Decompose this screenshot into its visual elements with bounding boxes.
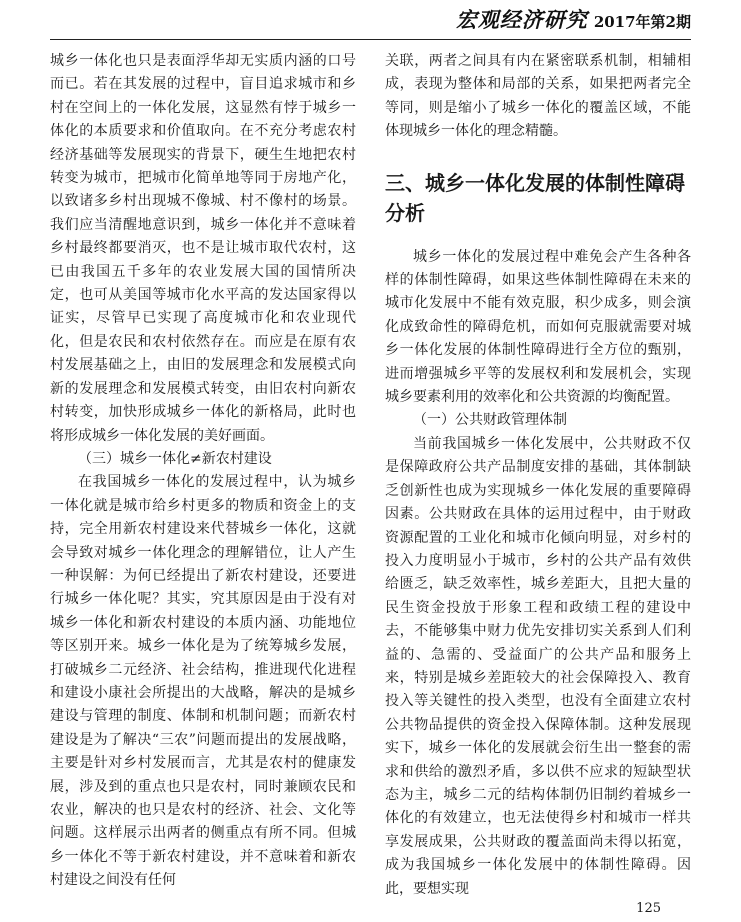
page-number: 125 — [636, 901, 661, 916]
body-paragraph: 关联，两者之间具有内在紧密联系机制，相辅相成，表现为整体和局部的关系，如果把两者完全等同，则是缩小了城乡一体化的覆盖区域，不能体现城乡一体化的理念精髓。 — [385, 53, 691, 140]
header-rule — [50, 39, 691, 40]
journal-name: 宏观经济研究 — [455, 7, 588, 32]
right-column — [385, 50, 691, 901]
body-paragraph: 当前我国城乡一体化发展中，公共财政不仅是保障政府公共产品制度安排的基础，其体制缺乏创新性也成为实现城乡一体化发展的重要障碍因素。公共财政在具体的运用过程中，由于财政资源配置的工业化和城市化倾向明显，对乡村的投入力度明显小于城市，乡村的公共产品有效供给匮乏，缺乏效率性，城乡差距大，且把大量的民生资金投放于形象工程和政绩工程的建设中去，不能够集中财力优先安排切实关系到人们利益的、急需的、受益面广的公共产品和服务上来，特别是城乡差距较大的社会保障投入、教育投入等关键性的投入类型，也没有全面建立农村公共物品提供的资金投入保障体制。这种发展现实下，城乡一体化的发展就会衍生出一整套的需求和供给的激烈矛盾，多以供不应求的短缺型状态为主，城乡二元的结构体制仍旧制约着城乡一体化的有效建立，也无法使得乡村和城市一样共享发展成果，公共财政的覆盖面尚未得以拓宽，成为我国城乡一体化发展中的体制性障碍。因此，要想实现 — [385, 435, 691, 897]
body-paragraph: 城乡一体化的发展过程中难免会产生各种各样的体制性障碍，如果这些体制性障碍在未来的城市化发展中不能有效克服，积少成多，则会演化成致命性的障碍危机，而如何克服就需要对城乡一体化发展的体制性障碍进行全方位的甄别，进而增强城乡平等的发展权利和发展机会，实现城乡要素利用的效率化和公共资源的均衡配置。 — [385, 248, 691, 406]
left-column — [50, 50, 356, 893]
section-title: 三、城乡一体化发展的体制性障碍分析 — [385, 170, 685, 225]
subsection-heading: （三）城乡一体化≠新农村建设 — [78, 450, 272, 467]
subsection-heading: （一）公共财政管理体制 — [413, 412, 567, 429]
body-paragraph: 在我国城乡一体化的发展过程中，认为城乡一体化就是城市给乡村更多的物质和资金上的支持，完全用新农村建设来代替城乡一体化，这就会导致对城乡一体化理念的理解错位，让人产生一种误解：为何已经提出了新农村建设，还要进行城乡一体化呢？其实，究其原因是由于没有对城乡一体化和新农村建设的本质内涵、功能地位等区别开来。城乡一体化是为了统筹城乡发展，打破城乡二元经济、社会结构，推进现代化进程和建设小康社会所提出的大战略，解决的是城乡建设与管理的制度、体制和机制问题；而新农村建设是为了解决“三农”问题而提出的发展战略，主要是针对乡村发展而言，尤其是农村的健康发展，涉及到的重点也只是农村，同时兼顾农民和农业，解决的也只是农村的经济、社会、文化等问题。这样展示出两者的侧重点有所不同。但城乡一体化不等于新农村建设，并不意味着和新农村建设之间没有任何 — [50, 474, 356, 889]
journal-issue: 2017年第2期 — [593, 13, 691, 31]
journal-header — [456, 4, 691, 34]
body-paragraph: 城乡一体化也只是表面浮华却无实质内涵的口号而已。若在其发展的过程中，盲目追求城市和乡村在空间上的一体化发展，这显然有悖于城乡一体化的本质要求和价值取向。在不充分考虑农村经济基础等发展现实的背景下，硬生生地把农村转变为城市，把城市化简单地等同于房地产化，以致诸多乡村出现城不像城、村不像村的场景。我们应当清醒地意识到，城乡一体化并不意味着乡村最终都要消灭，也不是让城市取代农村，这已由我国五千多年的农业发展大国的国情所决定，也可从美国等城市化水平高的发达国家得以证实，尽管早已实现了高度城市化和农业现代化，但是农民和农村依然存在。而应是在原有农村发展基础之上，由旧的发展理念和发展模式向新的发展理念和发展模式转变，由旧农村向新农村转变，加快形成城乡一体化的新格局，此时也将形成城乡一体化发展的美好画面。 — [50, 53, 356, 444]
